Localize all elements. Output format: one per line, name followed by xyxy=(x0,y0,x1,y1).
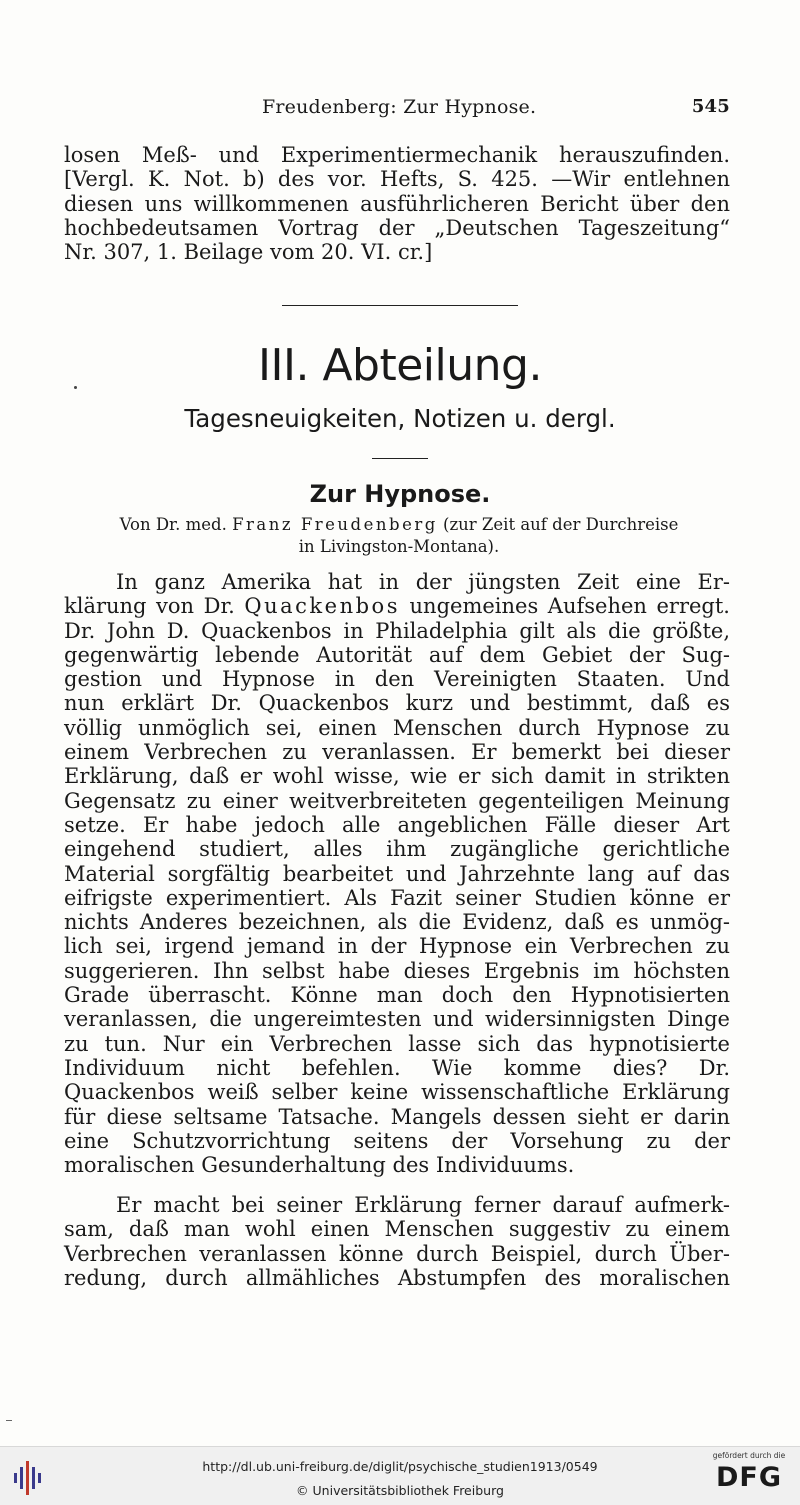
scan-edge-mark xyxy=(6,1420,12,1421)
permalink-url[interactable]: http://dl.ub.uni-freiburg.de/diglit/psychische_studien1913/0549 xyxy=(202,1459,598,1474)
text-line: [Vergl. K. Not. b) des vor. Hefts, S. 425. —Wir entlehnen xyxy=(64,167,730,192)
text-line: nichts Anderes bezeichnen, als die Evidenz, daß es unmög- xyxy=(64,910,730,935)
byline-author: Franz Freudenberg xyxy=(232,515,438,534)
article-paragraph-1 xyxy=(64,570,730,1177)
text-line: veranlassen, die ungereimtesten und widersinnigsten Dinge xyxy=(64,1007,730,1032)
byline-location: in Livingston-Montana). xyxy=(298,537,500,556)
section-divider-rule xyxy=(282,305,518,306)
text-line: gegenwärtig lebende Autorität auf dem Gebiet der Sug- xyxy=(64,642,730,667)
section-subheading: Tagesneuigkeiten, Notizen u. dergl. xyxy=(184,404,616,433)
text-line: Er macht bei seiner Erklärung ferner darauf aufmerk- xyxy=(116,1193,730,1217)
byline-suffix: (zur Zeit auf der Durchreise xyxy=(443,515,679,534)
text-line: Material sorgfältig bearbeitet und Jahrzehnte lang auf das xyxy=(64,861,730,886)
funder-note: gefördert durch die xyxy=(712,1451,786,1460)
text-line: losen Meß- und Experimentiermechanik herauszufinden. xyxy=(64,143,730,167)
viewer-footer xyxy=(0,1446,800,1505)
dfg-logo-text: DFG xyxy=(715,1462,783,1493)
byline-prefix: Von Dr. med. xyxy=(119,515,227,534)
text-line: zu tun. Nur ein Verbrechen lasse sich das hypnotisierte xyxy=(64,1031,730,1056)
running-title: Freudenberg: Zur Hypnose. xyxy=(262,96,537,118)
article-title: Zur Hypnose. xyxy=(309,480,491,508)
text-line: gestion und Hypnose in den Vereinigten Staaten. Und xyxy=(64,667,730,692)
text-line: nun erklärt Dr. Quackenbos kurz und bestimmt, daß es xyxy=(64,691,730,716)
section-heading: III. Abteilung. xyxy=(258,340,542,391)
article-paragraph-2 xyxy=(64,1193,730,1290)
text-line: hochbedeutsamen Vortrag der „Deutschen Tageszeitung“ xyxy=(64,215,730,240)
text-line: redung, durch allmähliches Abstumpfen des moralischen xyxy=(64,1265,730,1290)
copyright-notice: © Universitätsbibliothek Freiburg xyxy=(296,1483,504,1498)
text-line: Erklärung, daß er wohl wisse, wie er sich damit in strikten xyxy=(64,764,730,789)
text-line: Nr. 307, 1. Beilage vom 20. VI. cr.] xyxy=(64,240,433,265)
text-line: moralischen Gesunderhaltung des Individuums. xyxy=(64,1153,575,1178)
page-number: 545 xyxy=(691,96,730,117)
text-line: für diese seltsame Tatsache. Mangels dessen sieht er darin xyxy=(64,1104,730,1129)
text-line: Quackenbos weiß selber keine wissenschaftliche Erklärung xyxy=(64,1080,730,1105)
text-line: Gegensatz zu einer weitverbreiteten gegenteiligen Meinung xyxy=(64,788,730,813)
text-line: Individuum nicht befehlen. Wie komme dies? Dr. xyxy=(64,1055,730,1080)
text-line: Grade überrascht. Könne man doch den Hypnotisierten xyxy=(64,983,730,1008)
text-line: eine Schutzvorrichtung seitens der Vorsehung zu der xyxy=(64,1128,730,1153)
text-line: diesen uns willkommenen ausführlicheren Bericht über den xyxy=(64,191,730,216)
text-line: sam, daß man wohl einen Menschen suggestiv zu einem xyxy=(64,1217,730,1242)
running-head xyxy=(262,96,730,118)
article-byline xyxy=(64,514,734,558)
text-line: klärung von Dr. Quackenbos ungemeines Aufsehen erregt. xyxy=(64,594,730,619)
text-line: eingehend studiert, alles ihm zugängliche gerichtliche xyxy=(64,837,730,862)
text-line: Verbrechen veranlassen könne durch Beispiel, durch Über- xyxy=(64,1241,730,1266)
text-line: lich sei, irgend jemand in der Hypnose ein Verbrechen zu xyxy=(64,934,730,959)
text-line: In ganz Amerika hat in der jüngsten Zeit eine Er- xyxy=(116,570,730,594)
text-line: völlig unmöglich sei, einen Menschen durch Hypnose zu xyxy=(64,715,730,740)
text-line: setze. Er habe jedoch alle angeblichen Fälle dieser Art xyxy=(64,812,730,837)
continuation-paragraph xyxy=(64,143,730,264)
text-line: eifrigste experimentiert. Als Fazit seiner Studien könne er xyxy=(64,885,730,910)
text-line: einem Verbrechen zu veranlassen. Er bemerkt bei dieser xyxy=(64,740,730,765)
text-line: Dr. John D. Quackenbos in Philadelphia gilt als die größte, xyxy=(64,618,730,643)
text-line: suggerieren. Ihn selbst habe dieses Ergebnis im höchsten xyxy=(64,958,730,983)
dfg-logo xyxy=(706,1451,792,1501)
short-divider-rule xyxy=(372,458,428,459)
